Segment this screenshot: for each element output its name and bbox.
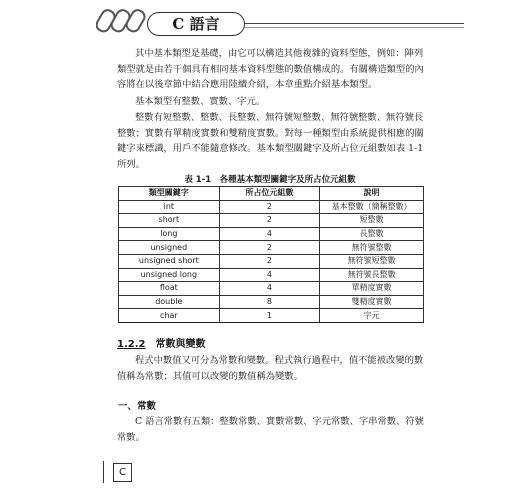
keyword-cell: unsigned (119, 241, 220, 255)
table-row (119, 241, 424, 255)
bytes-cell: 4 (219, 227, 320, 241)
basic-types-text (117, 94, 429, 110)
constants-intro-text (117, 353, 429, 384)
keyword-cell: short (119, 214, 220, 228)
table-header-row (119, 187, 424, 201)
types-table (118, 186, 424, 323)
desc-cell: 單精度實數 (320, 282, 424, 296)
keyword-cell: unsigned short (119, 254, 220, 268)
constants-types-text (117, 414, 429, 445)
keyword-cell: long (119, 227, 220, 241)
integer-types-text (117, 110, 429, 172)
bytes-cell: 2 (219, 214, 320, 228)
desc-cell: 長整數 (320, 227, 424, 241)
desc-cell: 雙精度實數 (320, 295, 424, 309)
paragraph: 基本類型有整數、實數、字元。 (135, 96, 266, 107)
desc-cell: 無符號長整數 (320, 268, 424, 282)
table-caption: 表 1-1 各種基本類型關鍵字及所占位元組數 (184, 175, 356, 185)
header-rule (238, 23, 464, 24)
chapter-title: C 語言 (147, 12, 245, 36)
table-row (119, 309, 424, 323)
bytes-cell: 8 (219, 295, 320, 309)
table-row (119, 295, 424, 309)
paragraph: 其中基本類型是基礎，由它可以構造其他複雜的資料型態，例如：陣列類型就是由若干個具有相同基本資料型態的數值構成的。有關構造類型的內容將在以後章節中結合應用陸續介紹，本章重點介紹基本類型。 (117, 48, 424, 90)
paragraph: 程式中數值又可分為常數和變數。程式執行過程中，值不能被改變的數值稱為常數；其值可以改變的數值稱為變數。 (117, 355, 424, 382)
desc-cell: 短整數 (320, 214, 424, 228)
bytes-cell: 4 (219, 282, 320, 296)
desc-cell: 基本整數（簡稱整數） (320, 200, 424, 214)
paragraph: C 語言常數有五類：整數常數、實數常數、字元常數、字串常數、符號常數。 (117, 416, 424, 443)
table-row (119, 254, 424, 268)
footer-label: C (113, 463, 132, 482)
paragraph: 整數有短整數、整數、長整數、無符號短整數、無符號整數、無符號長整數；實數有單精度實數和雙精度實數。對每一種類型由系統提供相應的關鍵字來標識，用戶不能隨意修改。基本類型關鍵字及所占位元組數如表 1-1 所列。 (117, 112, 424, 170)
table-row (119, 200, 424, 214)
bytes-cell: 1 (219, 309, 320, 323)
desc-cell: 無符號短整數 (320, 254, 424, 268)
desc-cell: 無符號整數 (320, 241, 424, 255)
section-heading (117, 335, 437, 350)
column-header: 類型關鍵字 (119, 187, 220, 201)
intro-text (117, 46, 429, 93)
table-row (119, 268, 424, 282)
keyword-cell: int (119, 200, 220, 214)
subheading: 一、常數 (118, 401, 157, 412)
column-header: 所占位元組數 (219, 187, 320, 201)
table-row (119, 282, 424, 296)
table-row (119, 227, 424, 241)
column-header: 說明 (320, 187, 424, 201)
table-row (119, 214, 424, 228)
keyword-cell: float (119, 282, 220, 296)
bytes-cell: 4 (219, 268, 320, 282)
header-rule-thin (238, 27, 464, 28)
page-header (0, 0, 520, 40)
keyword-cell: double (119, 295, 220, 309)
desc-cell: 字元 (320, 309, 424, 323)
bytes-cell: 2 (219, 241, 320, 255)
section-title: 常數與變數 (155, 339, 206, 350)
bytes-cell: 2 (219, 254, 320, 268)
footer-divider (103, 461, 110, 483)
bytes-cell: 2 (219, 200, 320, 214)
keyword-cell: char (119, 309, 220, 323)
section-number: 1.2.2 (117, 339, 146, 350)
keyword-cell: unsigned long (119, 268, 220, 282)
